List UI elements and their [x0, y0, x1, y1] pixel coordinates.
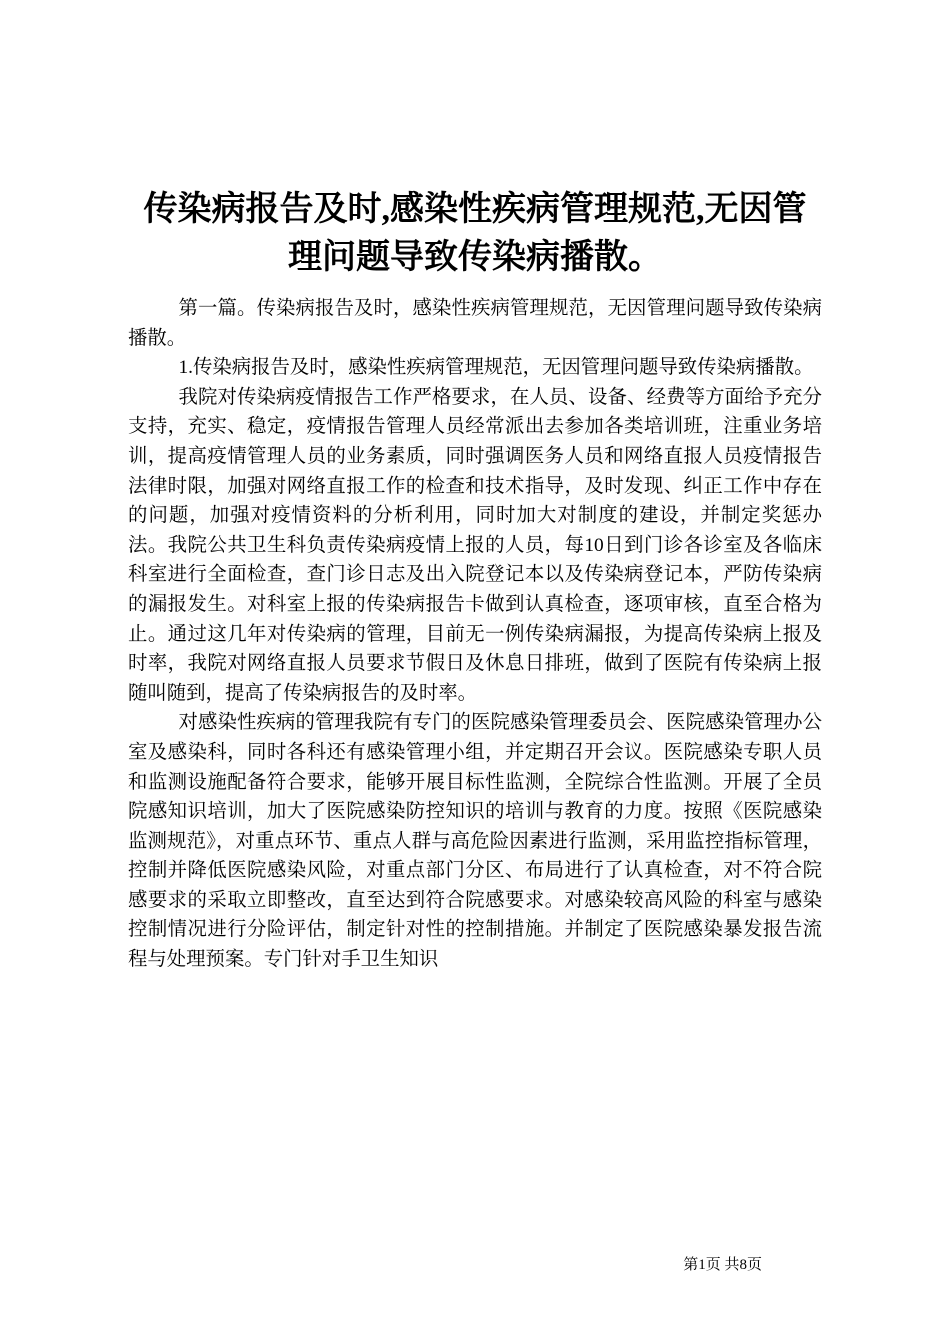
paragraph: 1.传染病报告及时，感染性疾病管理规范，无因管理问题导致传染病播散。	[178, 357, 814, 379]
paragraph: 我院对传染病疫情报告工作严格要求，在人员、设备、经费等方面给予充分支持，充实、稳定，疫情报告管理人员经常派出去参加各类培训班，注重业务培训，提高疫情管理人员的业务素质，同时强调医务人员和网络直报人员疫情报告法律时限，加强对网络直报工作的检查和技术指导，及时发现、纠正工作中存在的问题，加强对疫情资料的分析利用，同时加大对制度的建设，并制定奖惩办法。我院公共卫生科负责传染病疫情上报的人员，每10日到门诊各诊室及各临床科室进行全面检查，查门诊日志及出入院登记本以及传染病登记本，严防传染病的漏报发生。对科室上报的传染病报告卡做到认真检查，逐项审核，直至合格为止。通过这几年对传染病的管理，目前无一例传染病漏报，为提高传染病上报及时率，我院对网络直报人员要求节假日及休息日排班，做到了医院有传染病上报随叫随到，提高了传染病报告的及时率。	[128, 386, 822, 704]
page-number-footer: 第1页 共8页	[683, 1257, 762, 1273]
document-title: 传染病报告及时,感染性疾病管理规范,无因管理问题导致传染病播散。	[143, 191, 807, 276]
paragraph: 对感染性疾病的管理我院有专门的医院感染管理委员会、医院感染管理办公室及感染科，同时各科还有感染管理小组，并定期召开会议。医院感染专职人员和监测设施配备符合要求，能够开展目标性监测，全院综合性监测。开展了全员院感知识培训，加大了医院感染防控知识的培训与教育的力度。按照《医院感染监测规范》，对重点环节、重点人群与高危险因素进行监测，采用监控指标管理，控制并降低医院感染风险，对重点部门分区、布局进行了认真检查，对不符合院感要求的采取立即整改，直至达到符合院感要求。对感染较高风险的科室与感染控制情况进行分险评估，制定针对性的控制措施。并制定了医院感染暴发报告流程与处理预案。专门针对手卫生知识	[128, 712, 822, 971]
paragraph: 第一篇。传染病报告及时，感染性疾病管理规范，无因管理问题导致传染病播散。	[128, 298, 822, 349]
